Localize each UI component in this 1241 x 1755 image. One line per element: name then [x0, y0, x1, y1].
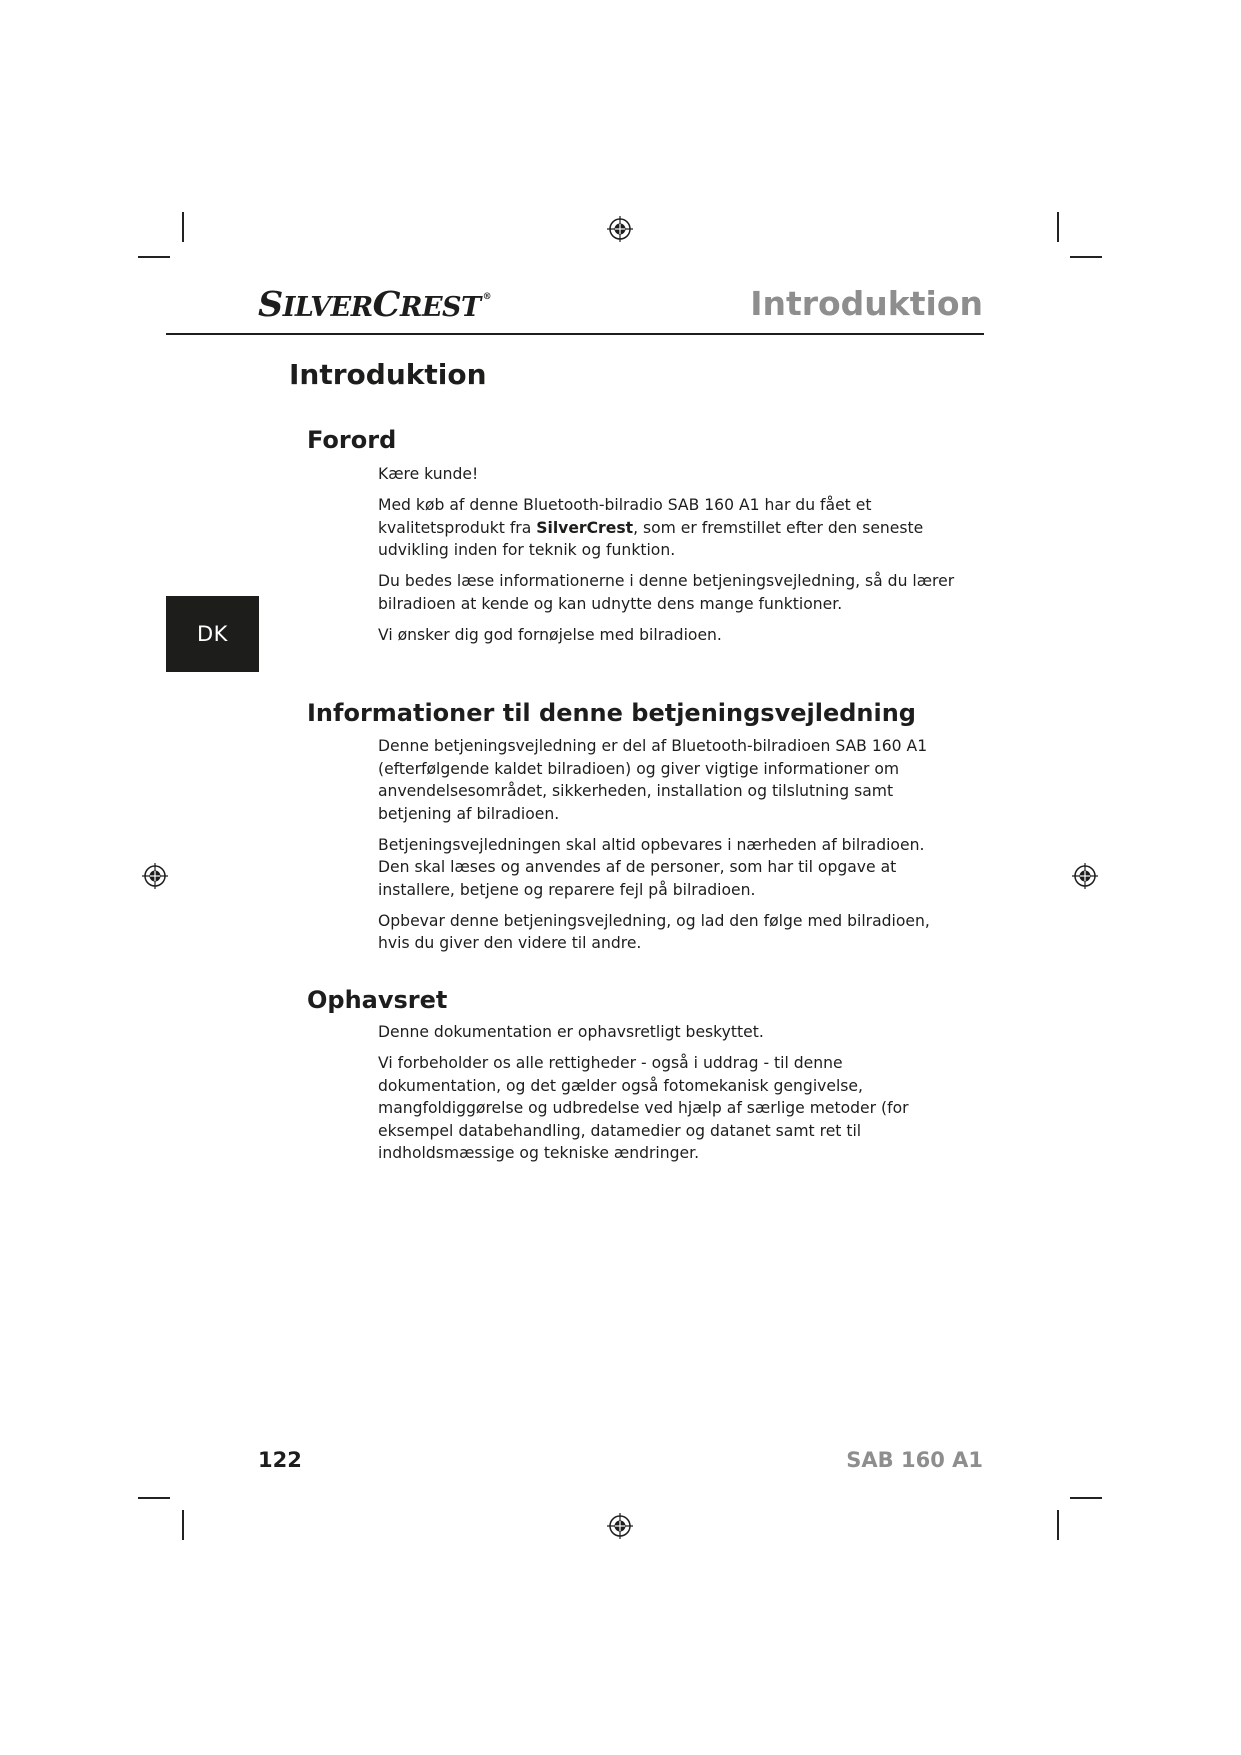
section-body — [378, 1021, 958, 1173]
paragraph: Denne betjeningsvejledning er del af Bluetooth-bilradioen SAB 160 A1 (efterfølgende kaldet bilradioen) og giver vigtige informationer om anvendelsesområdet, sikkerheden, installation og tilslutning samt betjening af bilradioen. — [378, 737, 928, 823]
paragraph: Kære kunde! — [378, 465, 479, 483]
header-title: Introduktion — [750, 284, 983, 323]
logo-letters: ILVER — [282, 292, 373, 323]
brand-name: SilverCrest — [536, 518, 634, 537]
crop-mark — [138, 256, 170, 258]
brand-logo — [258, 284, 492, 325]
crop-mark — [182, 212, 184, 242]
registration-mark-icon — [607, 216, 633, 242]
crop-mark — [1070, 256, 1102, 258]
logo-letters: REST — [400, 292, 481, 323]
model-number: SAB 160 A1 — [846, 1448, 983, 1472]
section-body — [378, 735, 958, 963]
paragraph: Denne dokumentation er ophavsretligt beskyttet. — [378, 1023, 764, 1041]
paragraph: Betjeningsvejledningen skal altid opbevares i nærheden af bilradioen. Den skal læses og anvendes af de personer, som har til opgave at installere, betjene og reparere fejl på bilradioen. — [378, 835, 925, 899]
paragraph: Vi ønsker dig god fornøjelse med bilradioen. — [378, 625, 722, 644]
paragraph-text: , som er fremstillet efter den seneste udvikling inden for teknik og funktion. — [378, 518, 924, 559]
crop-mark — [182, 1510, 184, 1540]
paragraph — [378, 494, 958, 562]
paragraph: Du bedes læse informationerne i denne betjeningsvejledning, så du lærer bilradioen at kende og kan udnytte dens mange funktioner. — [378, 572, 955, 613]
section-heading: Forord — [307, 426, 397, 454]
language-tab: DK — [166, 596, 259, 672]
registration-mark-icon — [607, 1513, 633, 1539]
page-number: 122 — [258, 1448, 302, 1472]
paragraph: Opbevar denne betjeningsvejledning, og lad den følge med bilradioen, hvis du giver den videre til andre. — [378, 911, 930, 952]
page-title: Introduktion — [289, 358, 487, 391]
section-body — [378, 463, 958, 655]
header-divider — [166, 333, 984, 335]
crop-mark — [1057, 1510, 1059, 1540]
registration-mark-icon — [142, 863, 168, 889]
section-heading: Ophavsret — [307, 986, 448, 1014]
paragraph: Vi forbeholder os alle rettigheder - også i uddrag - til denne dokumentation, og det gælder også fotomekanisk gengivelse, mangfoldiggørelse og udbredelse ved hjælp af særlige metoder (for eksempel databehandling, datamedier og datanet samt ret til indholdsmæssige og tekniske ændringer. — [378, 1054, 909, 1162]
section-heading: Informationer til denne betjeningsvejledning — [307, 699, 916, 727]
paragraph-text: Med køb af denne Bluetooth-bilradio SAB 160 A1 har du fået et kvalitetsprodukt fra — [378, 496, 872, 537]
registration-mark-icon — [1072, 863, 1098, 889]
crop-mark — [138, 1497, 170, 1499]
logo-letter: S — [258, 284, 283, 325]
logo-letter: C — [372, 284, 401, 325]
crop-mark — [1057, 212, 1059, 242]
crop-mark — [1070, 1497, 1102, 1499]
registered-mark: ® — [482, 292, 492, 302]
